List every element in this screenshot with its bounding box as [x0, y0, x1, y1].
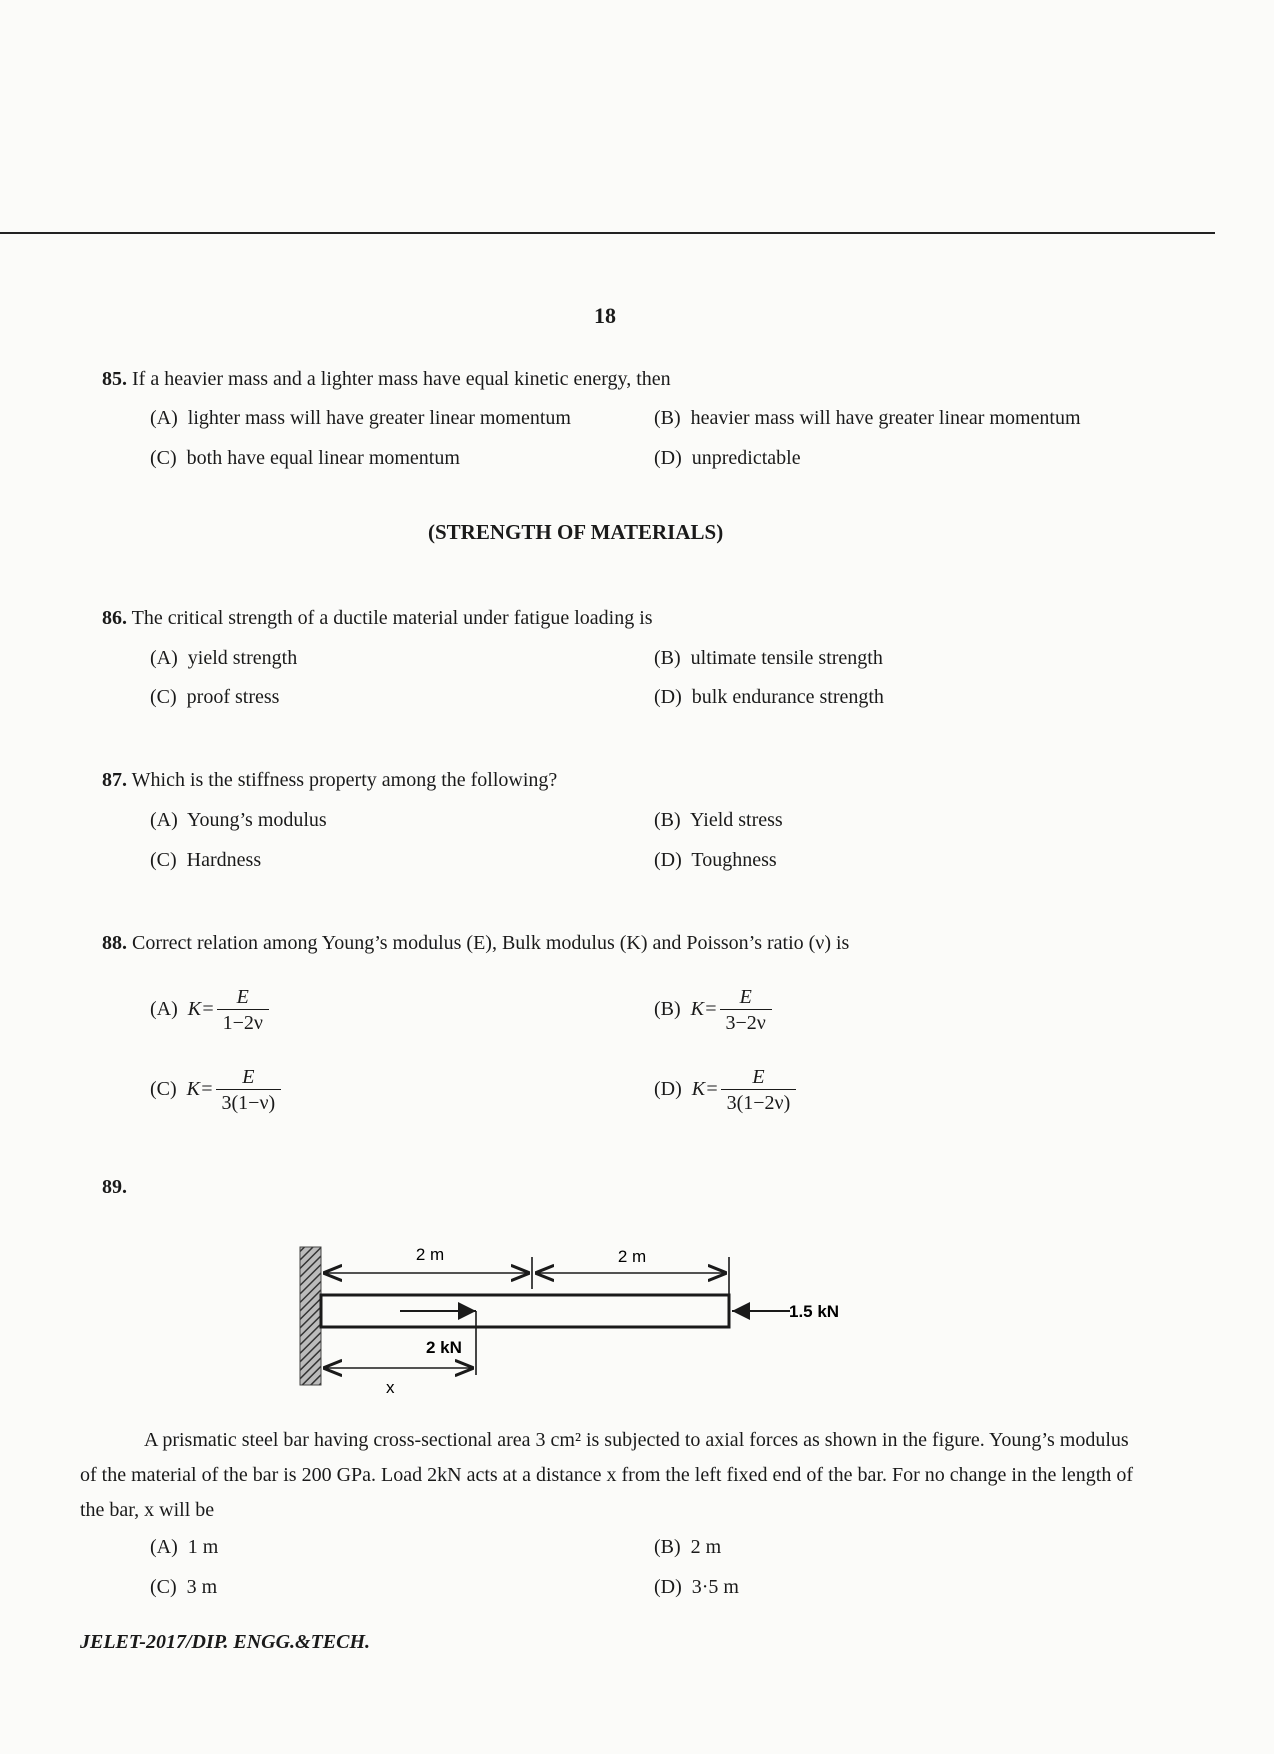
question-85: [102, 367, 671, 391]
formula-fraction: [217, 985, 269, 1036]
question-88: [102, 931, 849, 955]
dim-label-left: 2 m: [415, 1245, 445, 1264]
q86-option-b: [654, 646, 883, 670]
question-87: [102, 768, 557, 792]
question-number: 88.: [102, 932, 127, 954]
q87-option-d: [654, 848, 777, 872]
q88-option-c: [150, 1065, 281, 1116]
q86-option-a: [150, 646, 297, 670]
load-label-1-5kn: 1.5 kN: [789, 1302, 840, 1321]
load-label-2kn: 2 kN: [426, 1338, 462, 1357]
fixed-support-wall: [300, 1247, 321, 1385]
option-text: 1 m: [187, 1536, 219, 1558]
option-label: (C): [150, 447, 177, 469]
option-text: both have equal linear momentum: [186, 447, 460, 469]
dim-label-x: x: [386, 1378, 395, 1395]
q89-option-d: [654, 1575, 739, 1599]
option-label: (C): [150, 1576, 177, 1598]
option-label: (B): [654, 407, 681, 429]
option-label: (B): [654, 809, 681, 831]
q89-option-a: [150, 1535, 218, 1559]
q86-option-d: [654, 685, 884, 709]
option-label: (D): [654, 849, 682, 871]
option-label: (D): [654, 1576, 682, 1598]
option-text: bulk endurance strength: [691, 686, 884, 708]
q89-option-c: [150, 1575, 217, 1599]
question-text: The critical strength of a ductile material under fatigue loading is: [131, 607, 653, 629]
fraction-denominator: 3−2ν: [725, 1012, 766, 1034]
option-text: 3 m: [186, 1576, 218, 1598]
option-label: (D): [654, 686, 682, 708]
option-label: (C): [150, 686, 177, 708]
header-rule: [0, 232, 1215, 234]
q86-option-c: [150, 685, 279, 709]
option-text: heavier mass will have greater linear momentum: [690, 407, 1081, 429]
q85-option-a: [150, 406, 571, 430]
formula-fraction: [721, 1065, 797, 1116]
option-label: (B): [654, 1536, 681, 1558]
question-number: 87.: [102, 769, 127, 791]
question-text: Correct relation among Young’s modulus (E), Bulk modulus (K) and Poisson’s ratio (ν) is: [132, 932, 850, 954]
option-text: yield strength: [187, 647, 298, 669]
option-label: (A): [150, 1536, 178, 1558]
option-label: (C): [150, 849, 177, 871]
question-89: [102, 1175, 127, 1199]
prismatic-bar: [321, 1295, 729, 1327]
section-title: (STRENGTH OF MATERIALS): [428, 520, 724, 544]
formula-lhs: K=: [187, 998, 215, 1021]
option-label: (A): [150, 809, 178, 831]
fraction-denominator: 1−2ν: [222, 1012, 263, 1034]
fraction-numerator: E: [217, 985, 269, 1010]
q88-option-b: [654, 985, 772, 1036]
page-number: 18: [594, 303, 616, 328]
dim-label-right: 2 m: [617, 1247, 647, 1266]
formula-lhs: K=: [691, 1078, 719, 1101]
q87-option-c: [150, 848, 261, 872]
fraction-denominator: 3(1−2ν): [726, 1092, 791, 1114]
formula-lhs: K=: [690, 998, 718, 1021]
q89-option-b: [654, 1535, 721, 1559]
q85-option-b: [654, 406, 1081, 430]
question-number: 89.: [102, 1176, 127, 1198]
q88-option-a: [150, 985, 269, 1036]
bar-figure: [290, 1235, 930, 1395]
fraction-denominator: 3(1−ν): [221, 1092, 276, 1114]
option-text: 3·5 m: [691, 1576, 739, 1598]
question-86: [102, 606, 653, 630]
option-text: ultimate tensile strength: [690, 647, 883, 669]
footer-exam-code: JELET-2017/DIP. ENGG.&TECH.: [80, 1631, 371, 1653]
q87-option-b: [654, 808, 783, 832]
q87-option-a: [150, 808, 327, 832]
option-label: (B): [654, 998, 681, 1021]
option-label: (D): [654, 447, 682, 469]
option-text: Toughness: [691, 849, 777, 871]
formula-fraction: [216, 1065, 282, 1116]
option-label: (D): [654, 1078, 682, 1101]
question-text: Which is the stiffness property among the following?: [131, 769, 558, 791]
option-label: (C): [150, 1078, 177, 1101]
fraction-numerator: E: [216, 1065, 282, 1090]
option-text: proof stress: [186, 686, 280, 708]
option-text: Young’s modulus: [187, 809, 327, 831]
option-text: lighter mass will have greater linear momentum: [187, 407, 571, 429]
question-number: 86.: [102, 607, 127, 629]
formula-fraction: [720, 985, 772, 1036]
question-89-text: A prismatic steel bar having cross-sectional area 3 cm² is subjected to axial forces as shown in the figure. Young’s modulus of the material of the bar is 200 GPa. Load 2kN acts at a distance x from the left fixed end of the bar. For no change in the length of the bar, x will be: [80, 1429, 1134, 1521]
fraction-numerator: E: [720, 985, 772, 1010]
q85-option-c: [150, 446, 460, 470]
option-text: 2 m: [690, 1536, 722, 1558]
formula-lhs: K=: [186, 1078, 214, 1101]
option-label: (B): [654, 647, 681, 669]
option-label: (A): [150, 998, 178, 1021]
option-label: (A): [150, 407, 178, 429]
option-text: Hardness: [186, 849, 262, 871]
question-text: If a heavier mass and a lighter mass have equal kinetic energy, then: [132, 368, 671, 390]
q88-option-d: [654, 1065, 796, 1116]
option-label: (A): [150, 647, 178, 669]
fraction-numerator: E: [721, 1065, 797, 1090]
q85-option-d: [654, 446, 801, 470]
question-number: 85.: [102, 368, 127, 390]
option-text: unpredictable: [691, 447, 801, 469]
option-text: Yield stress: [689, 809, 783, 831]
